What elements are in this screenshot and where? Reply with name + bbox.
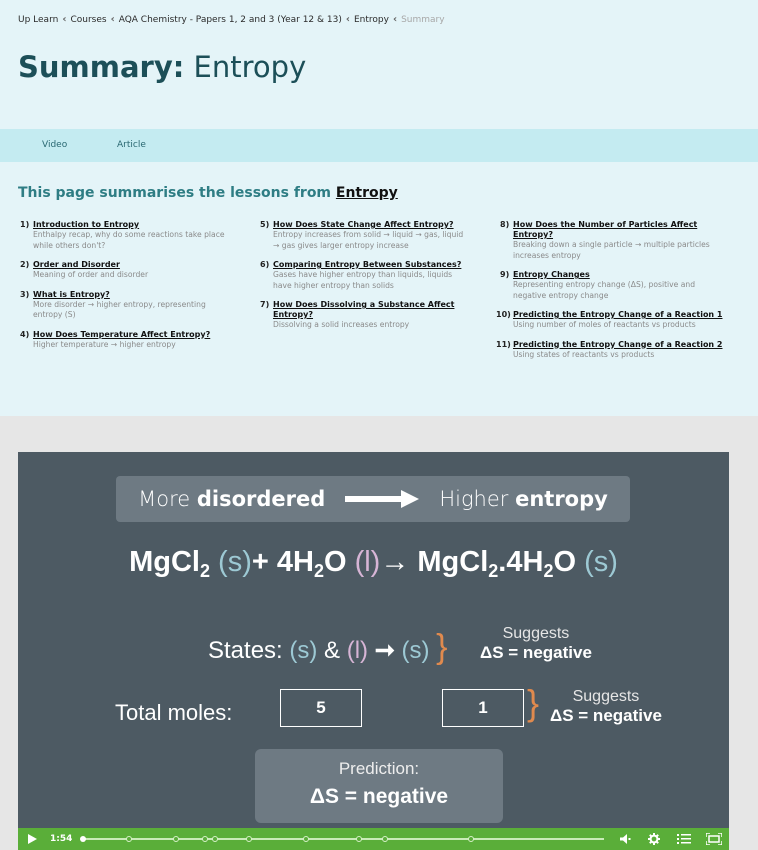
video-player[interactable] bbox=[18, 452, 729, 850]
lesson-number: 3) bbox=[20, 289, 30, 299]
breadcrumb-entropy[interactable]: Entropy bbox=[353, 14, 389, 25]
chevron-left-icon: ‹ bbox=[110, 14, 115, 25]
lesson-item bbox=[20, 220, 235, 251]
chapter-marker[interactable] bbox=[126, 836, 132, 842]
page-title bbox=[18, 50, 306, 84]
chevron-left-icon: ‹ bbox=[62, 14, 67, 25]
breadcrumb-up-learn[interactable]: Up Learn bbox=[18, 14, 59, 25]
eq-mgcl: MgCl bbox=[129, 546, 200, 578]
volume-icon[interactable] bbox=[620, 834, 631, 844]
eq-sub: 2 bbox=[488, 561, 499, 581]
eq-plus-h: + 4H bbox=[251, 546, 314, 578]
lesson-link[interactable]: How Does State Change Affect Entropy? bbox=[273, 220, 454, 229]
eq-sub: 2 bbox=[313, 561, 324, 581]
total-moles-label: Total moles: bbox=[115, 700, 233, 725]
state-solid: (s) bbox=[289, 637, 318, 664]
eq-o: O bbox=[323, 546, 347, 578]
lesson-description: Meaning of order and disorder bbox=[33, 270, 149, 279]
ampersand: & bbox=[317, 637, 347, 664]
lesson-item bbox=[496, 340, 726, 361]
lesson-link[interactable]: How Does Temperature Affect Entropy? bbox=[33, 329, 211, 339]
lesson-item bbox=[20, 330, 235, 351]
lesson-description: More disorder → higher entropy, representing entropy (S) bbox=[33, 299, 206, 319]
banner-right-bold: entropy bbox=[515, 487, 608, 511]
chapter-marker[interactable] bbox=[212, 836, 218, 842]
page-title-bold: Summary: bbox=[18, 50, 185, 84]
page-title-rest: Entropy bbox=[184, 50, 307, 84]
lesson-link[interactable]: What is Entropy? bbox=[33, 289, 110, 299]
current-time: 1:54 bbox=[50, 834, 73, 844]
banner-left-bold: disordered bbox=[196, 487, 326, 511]
lesson-item bbox=[20, 290, 235, 321]
lesson-link[interactable]: Predicting the Entropy Change of a Reaction 1 bbox=[513, 310, 723, 319]
chevron-left-icon: ‹ bbox=[392, 14, 398, 25]
banner-left-thin: More bbox=[138, 487, 197, 511]
chapter-marker[interactable] bbox=[356, 836, 362, 842]
lesson-column-2 bbox=[260, 220, 470, 340]
progress-knob[interactable] bbox=[80, 836, 86, 842]
lesson-link[interactable]: Comparing Entropy Between Substances? bbox=[273, 260, 462, 269]
tab-video[interactable]: Video bbox=[42, 140, 68, 150]
lesson-description: Enthalpy recap, why do some reactions take place while others don't? bbox=[33, 230, 225, 250]
fullscreen-icon[interactable] bbox=[706, 833, 722, 845]
lesson-description: Gases have higher entropy than liquids, liquids have higher entropy than solids bbox=[273, 270, 453, 290]
progress-track[interactable] bbox=[82, 838, 604, 840]
summary-header-section bbox=[0, 0, 758, 416]
arrow-right-icon: ➞ bbox=[368, 637, 402, 664]
eq-arrow-mgcl: → MgCl bbox=[380, 546, 489, 578]
states-row bbox=[208, 628, 448, 667]
banner-left bbox=[138, 487, 325, 511]
chemical-equation bbox=[18, 546, 729, 582]
lesson-number: 6) bbox=[260, 260, 270, 269]
lesson-item bbox=[496, 310, 726, 331]
eq-4h: .4H bbox=[498, 546, 544, 578]
lesson-number: 4) bbox=[20, 329, 30, 339]
state-liquid: (l) bbox=[346, 637, 369, 664]
chapter-marker[interactable] bbox=[303, 836, 309, 842]
chapter-marker[interactable] bbox=[468, 836, 474, 842]
lesson-link[interactable]: Introduction to Entropy bbox=[33, 220, 140, 229]
state-liquid: (l) bbox=[354, 546, 381, 578]
chapter-marker[interactable] bbox=[382, 836, 388, 842]
reactant-moles-box: 5 bbox=[280, 689, 362, 727]
lesson-link[interactable]: Entropy Changes bbox=[513, 270, 590, 279]
intro-text: This page summarises the lessons from bbox=[18, 185, 336, 201]
banner-right bbox=[439, 487, 608, 511]
chapter-marker[interactable] bbox=[246, 836, 252, 842]
lesson-number: 10) bbox=[496, 310, 511, 319]
breadcrumb-course[interactable]: AQA Chemistry - Papers 1, 2 and 3 (Year 12 & 13) bbox=[118, 14, 342, 25]
intro-entropy-link[interactable]: Entropy bbox=[335, 185, 398, 201]
state-solid: (s) bbox=[401, 637, 430, 664]
lesson-number: 11) bbox=[496, 339, 511, 349]
prediction-box bbox=[255, 749, 503, 823]
lesson-number: 1) bbox=[20, 220, 30, 229]
suggests-label: Suggests bbox=[572, 688, 640, 705]
lesson-link[interactable]: Order and Disorder bbox=[33, 260, 120, 269]
eq-sub: 2 bbox=[199, 561, 210, 581]
lesson-item bbox=[496, 270, 726, 301]
lesson-item bbox=[260, 260, 470, 291]
chapter-marker[interactable] bbox=[202, 836, 208, 842]
brace-icon: } bbox=[436, 628, 448, 666]
chapter-marker[interactable] bbox=[173, 836, 179, 842]
lesson-description: Entropy increases from solid → liquid → gas, liquid → gas gives larger entropy increase bbox=[273, 230, 464, 250]
play-icon[interactable] bbox=[28, 834, 37, 844]
banner-right-thin: Higher bbox=[439, 487, 516, 511]
moles-suggestion bbox=[550, 688, 662, 726]
delta-s-negative: ΔS = negative bbox=[480, 643, 592, 662]
lesson-description: Breaking down a single particle → multiple particles increases entropy bbox=[513, 240, 710, 260]
suggests-label: Suggests bbox=[502, 625, 570, 642]
prediction-label: Prediction: bbox=[338, 759, 420, 778]
arrow-right-icon bbox=[345, 490, 419, 508]
lesson-number: 9) bbox=[500, 270, 510, 279]
lesson-description: Using states of reactants vs products bbox=[513, 349, 655, 359]
states-suggestion bbox=[480, 625, 592, 663]
lesson-item bbox=[260, 300, 470, 331]
chevron-left-icon: ‹ bbox=[345, 14, 350, 25]
eq-o: O bbox=[553, 546, 577, 578]
state-solid: (s) bbox=[218, 546, 252, 578]
list-icon[interactable] bbox=[677, 833, 691, 845]
lesson-description: Representing entropy change (ΔS), positive and negative entropy change bbox=[513, 280, 696, 300]
tab-article[interactable]: Article bbox=[117, 140, 146, 150]
state-solid: (s) bbox=[584, 546, 618, 578]
lesson-number: 7) bbox=[260, 300, 270, 309]
brace-icon: } bbox=[527, 682, 540, 723]
lesson-description: Higher temperature → higher entropy bbox=[33, 339, 176, 349]
breadcrumb-summary: Summary bbox=[401, 14, 445, 25]
lesson-item bbox=[20, 260, 235, 281]
lesson-description: Dissolving a solid increases entropy bbox=[273, 320, 410, 329]
eq-sub: 2 bbox=[543, 561, 554, 581]
states-label: States: bbox=[208, 637, 290, 664]
lesson-link[interactable]: Predicting the Entropy Change of a Reaction 2 bbox=[513, 339, 723, 349]
lesson-column-1 bbox=[20, 220, 235, 359]
lesson-link[interactable]: How Does the Number of Particles Affect Entropy? bbox=[513, 220, 698, 239]
prediction-result: ΔS = negative bbox=[309, 785, 449, 808]
banner-disorder-entropy bbox=[116, 476, 630, 522]
lesson-number: 8) bbox=[500, 220, 510, 229]
breadcrumb-courses[interactable]: Courses bbox=[70, 14, 107, 25]
product-moles-box: 1 bbox=[442, 689, 524, 727]
tab-bar bbox=[0, 129, 758, 162]
player-controls bbox=[18, 828, 729, 850]
lesson-item bbox=[260, 220, 470, 251]
lesson-item bbox=[496, 220, 726, 261]
breadcrumb bbox=[18, 14, 445, 25]
lesson-number: 5) bbox=[260, 220, 270, 229]
gear-icon[interactable] bbox=[648, 833, 660, 845]
lesson-number: 2) bbox=[20, 260, 30, 269]
intro-heading bbox=[18, 185, 398, 201]
lesson-column-3 bbox=[496, 220, 726, 369]
delta-s-negative: ΔS = negative bbox=[550, 706, 662, 725]
lesson-description: Using number of moles of reactants vs products bbox=[513, 320, 696, 329]
lesson-link[interactable]: How Does Dissolving a Substance Affect Entropy? bbox=[273, 300, 455, 319]
